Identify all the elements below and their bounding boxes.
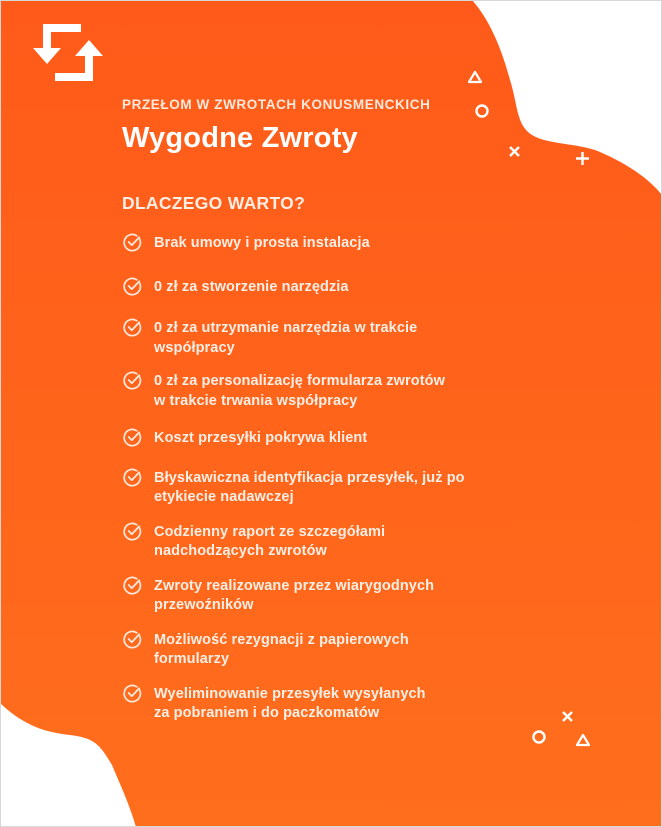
- check-circle-icon: [122, 232, 143, 253]
- plus-icon: [575, 151, 590, 166]
- check-circle-icon: [122, 427, 143, 448]
- check-circle-icon: [122, 276, 143, 297]
- list-item: [122, 278, 522, 298]
- list-item-text: Zwroty realizowane przez wiarygodnych przewoźników: [154, 577, 435, 613]
- check-circle-icon: [122, 521, 143, 542]
- list-item-text: Brak umowy i prosta instalacja: [154, 235, 370, 251]
- list-item-text: 0 zł za personalizację formularza zwrotów w trakcie trwania współpracy: [154, 373, 445, 409]
- list-item: [122, 577, 522, 616]
- check-circle-icon: [122, 683, 143, 704]
- list-item: [122, 429, 522, 449]
- check-circle-icon: [122, 629, 143, 650]
- list-item: [122, 372, 522, 411]
- page-title: Wygodne Zwroty: [122, 122, 358, 154]
- list-item-text: Codzienny raport ze szczegółami nadchodzących zwrotów: [154, 523, 386, 559]
- returns-logo-icon: [30, 22, 106, 84]
- check-circle-icon: [122, 575, 143, 596]
- list-item-text: 0 zł za utrzymanie narzędzia w trakcie współpracy: [154, 320, 418, 356]
- list-item-text: Wyeliminowanie przesyłek wysyłanych za pobraniem i do paczkomatów: [154, 685, 426, 721]
- benefits-list: [122, 234, 522, 724]
- list-item-text: Możliwość rezygnacji z papierowych formularzy: [154, 631, 409, 667]
- list-item: [122, 234, 522, 254]
- triangle-icon: [467, 70, 483, 84]
- check-circle-icon: [122, 467, 143, 488]
- list-item: [122, 523, 522, 562]
- list-item: [122, 685, 522, 724]
- eyebrow-text: PRZEŁOM W ZWROTACH KONUSMENCKICH: [122, 97, 431, 112]
- circle-icon: [531, 729, 547, 745]
- content: [122, 97, 522, 724]
- list-item: [122, 469, 522, 508]
- check-circle-icon: [122, 370, 143, 391]
- list-item-text: 0 zł za stworzenie narzędzia: [154, 278, 349, 295]
- list-item: [122, 319, 522, 358]
- list-item: [122, 631, 522, 670]
- triangle-icon: [575, 733, 591, 747]
- check-circle-icon: [122, 317, 143, 338]
- list-item-text: Koszt przesyłki pokrywa klient: [154, 430, 368, 446]
- section-subtitle: DLACZEGO WARTO?: [122, 193, 306, 213]
- cross-icon: [561, 710, 574, 723]
- list-item-text: Błyskawiczna identyfikacja przesyłek, już po etykiecie nadawczej: [154, 469, 465, 505]
